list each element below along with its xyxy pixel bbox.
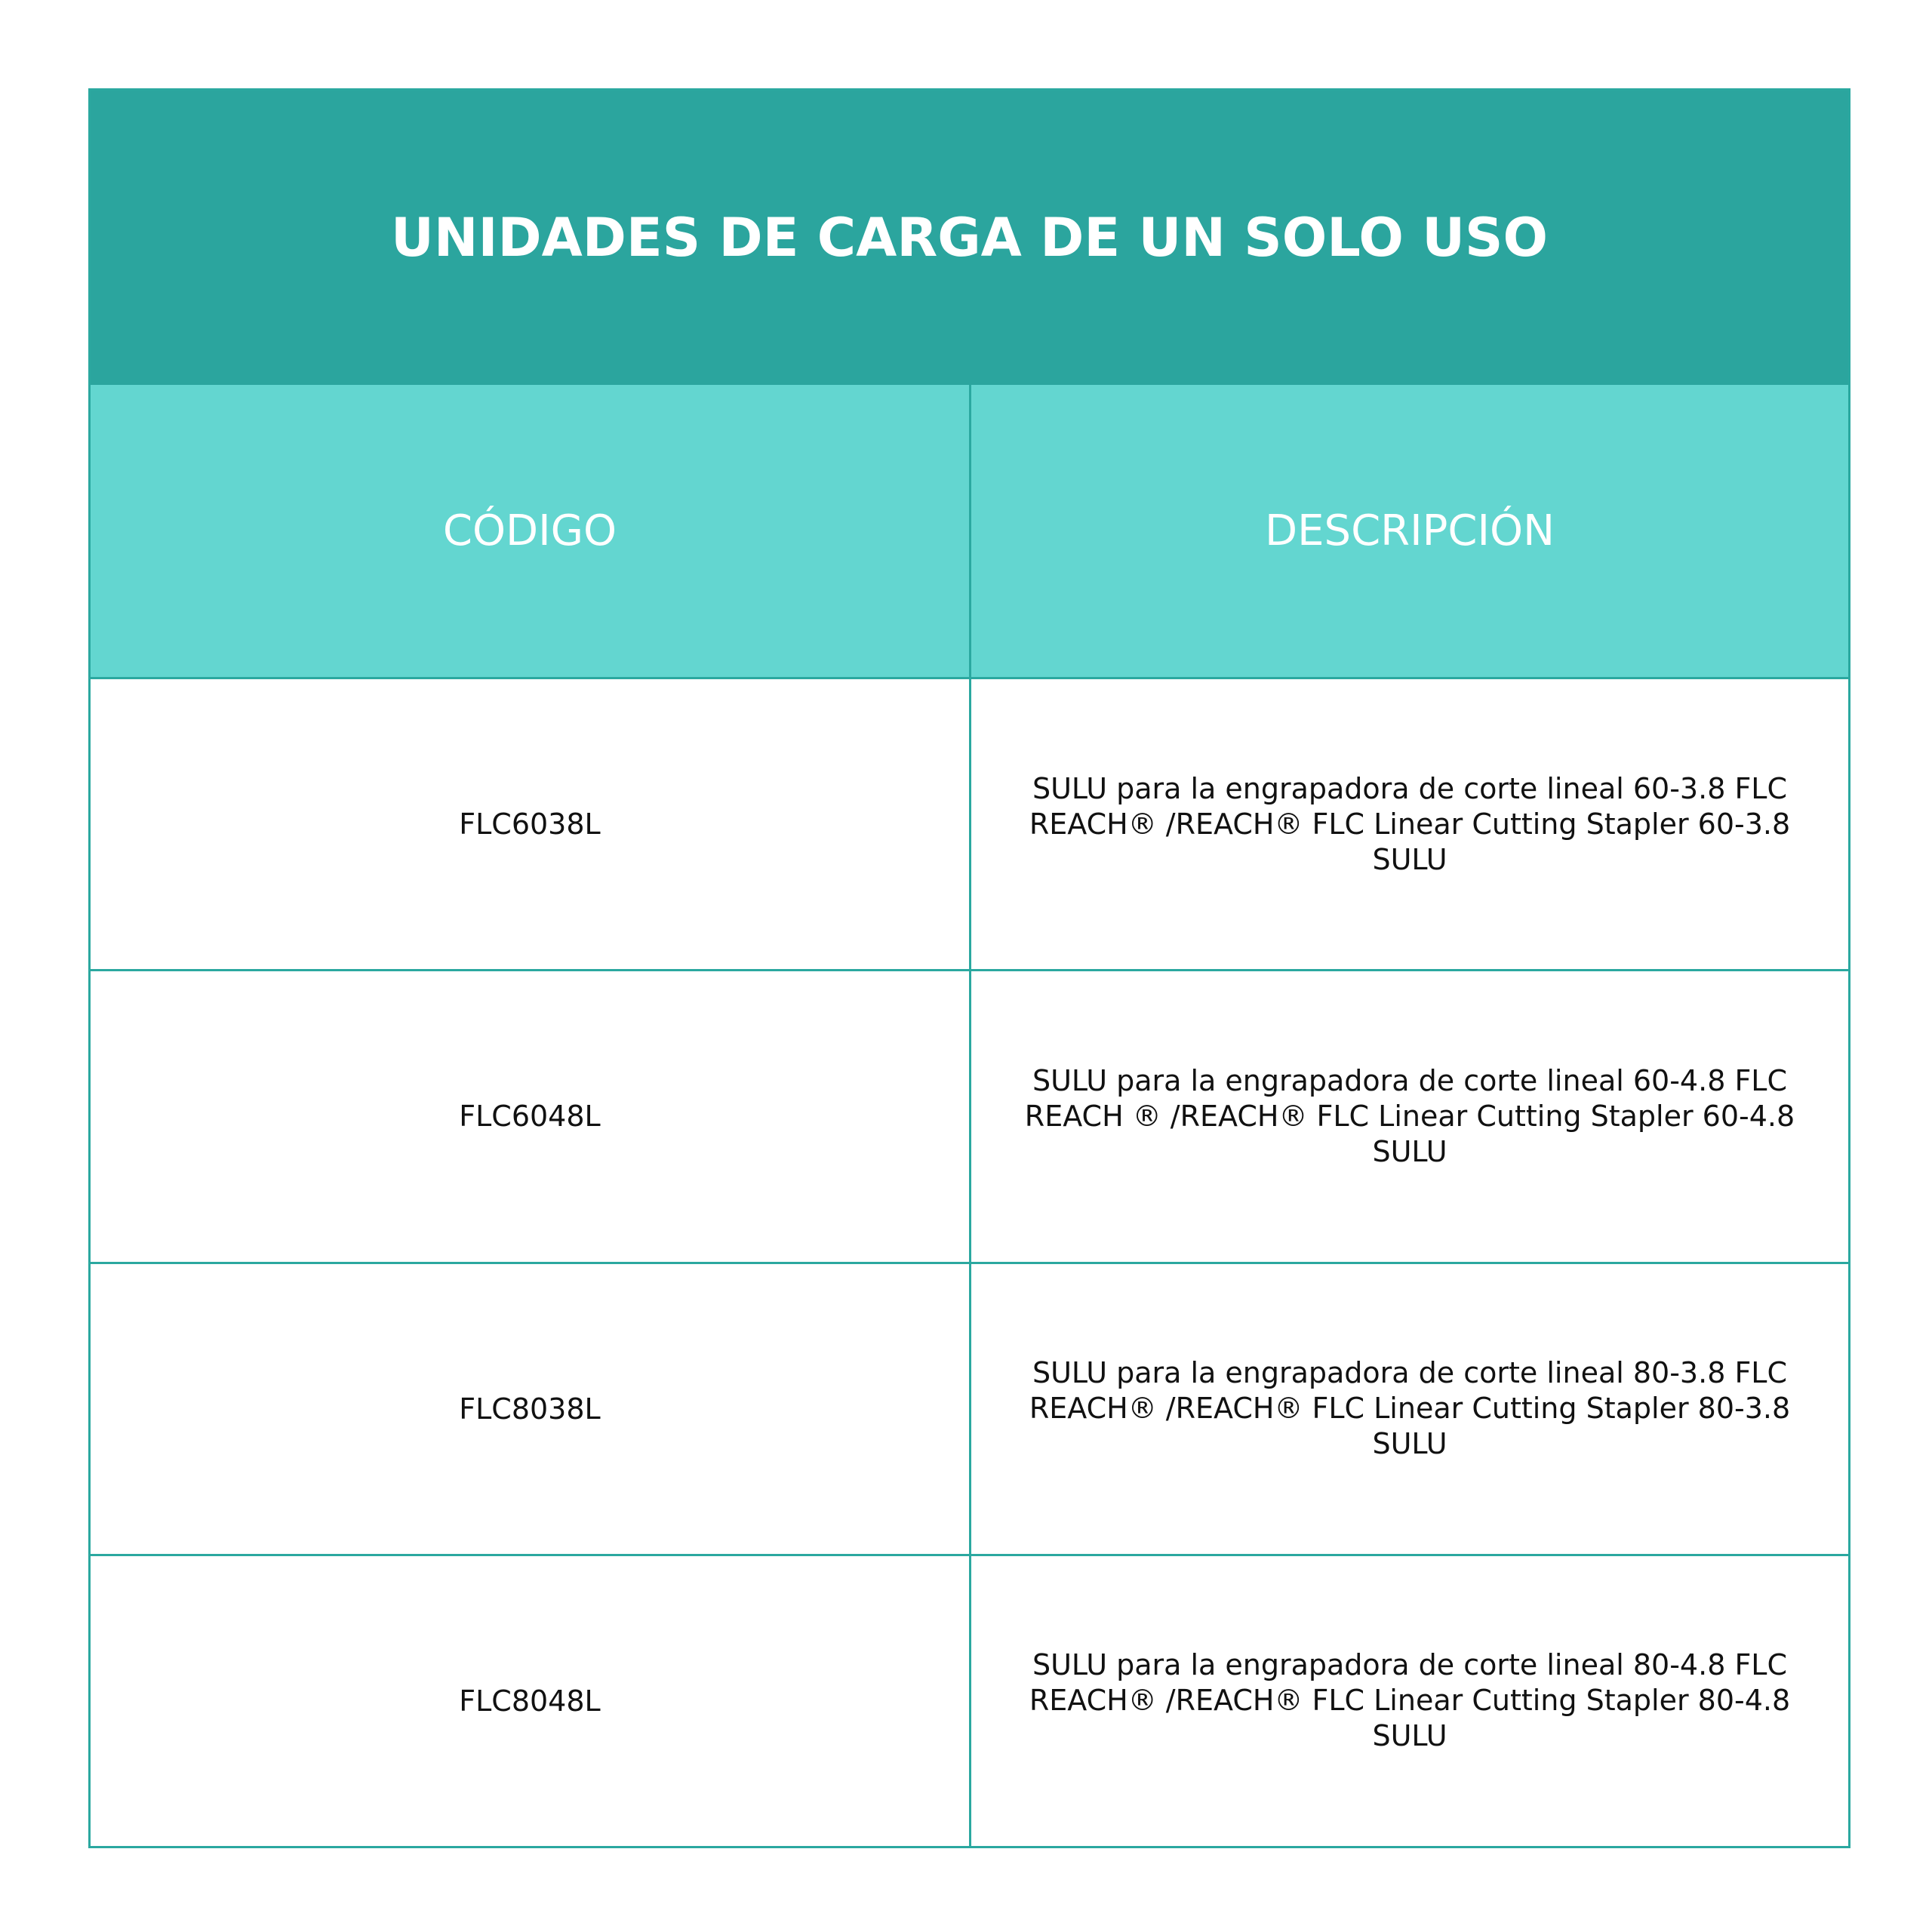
table-row-1-code: FLC6038L bbox=[91, 677, 971, 969]
table-grid bbox=[91, 385, 1848, 1846]
table-row-4-code: FLC8048L bbox=[91, 1554, 971, 1846]
table-row-2-description: SULU para la engrapadora de corte lineal 60-4.8 FLC REACH ® /REACH® FLC Linear Cutting Stapler 60-4.8 SULU bbox=[971, 969, 1848, 1261]
table-row-3-description: SULU para la engrapadora de corte lineal 80-3.8 FLC REACH® /REACH® FLC Linear Cutting Stapler 80-3.8 SULU bbox=[971, 1262, 1848, 1554]
table-row-2-code: FLC6048L bbox=[91, 969, 971, 1261]
column-header-code: CÓDIGO bbox=[91, 385, 971, 677]
product-table bbox=[88, 88, 1850, 1848]
column-header-description: DESCRIPCIÓN bbox=[971, 385, 1848, 677]
table-row-4-description: SULU para la engrapadora de corte lineal 80-4.8 FLC REACH® /REACH® FLC Linear Cutting Stapler 80-4.8 SULU bbox=[971, 1554, 1848, 1846]
table-title-bar bbox=[91, 91, 1848, 385]
table-row-3-code: FLC8038L bbox=[91, 1262, 971, 1554]
table-row-1-description: SULU para la engrapadora de corte lineal 60-3.8 FLC REACH® /REACH® FLC Linear Cutting Stapler 60-3.8 SULU bbox=[971, 677, 1848, 969]
table-title: UNIDADES DE CARGA DE UN SOLO USO bbox=[391, 207, 1548, 269]
